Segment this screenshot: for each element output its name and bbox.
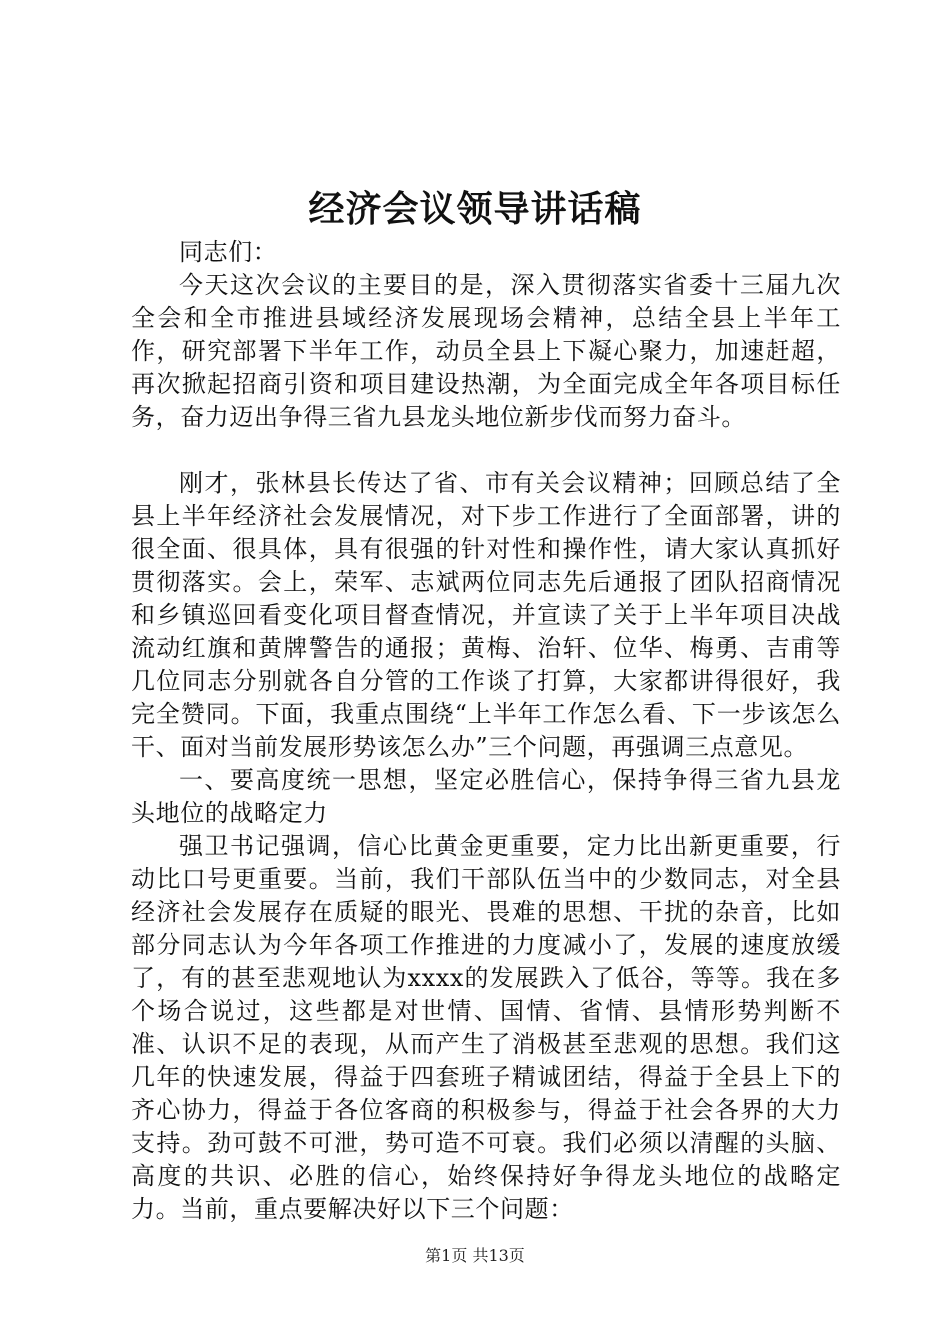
document-title: 经济会议领导讲话稿 (308, 188, 642, 230)
page-footer: 第1页 共13页 (425, 1246, 525, 1265)
section-heading-1: 一、要高度统一思想，坚定必胜信心，保持争得三省九县龙头地位的战略定力 (131, 766, 841, 827)
paragraph-2: 刚才，张林县长传达了省、市有关会议精神；回顾总结了全县上半年经济社会发展情况，对下步工作进行了全面部署，讲的很全面、很具体，具有很强的针对性和操作性，请大家认真抓好贯彻落实。会上，荣军、志斌两位同志先后通报了团队招商情况和乡镇巡回看变化项目督查情况，并宣读了关于上半年项目决战流动红旗和黄牌警告的通报；黄梅、治轩、位华、梅勇、吉甫等几位同志分别就各自分管的工作谈了打算，大家都讲得很好，我完全赞同。下面，我重点围绕“上半年工作怎么看、下一步该怎么干、面对当前发展形势该怎么办”三个问题，再强调三点意见。 (131, 469, 841, 761)
paragraph-1: 今天这次会议的主要目的是，深入贯彻落实省委十三届九次全会和全市推进县域经济发展现场会精神，总结全县上半年工作，研究部署下半年工作，动员全县上下凝心聚力，加速赶超，再次掀起招商引资和项目建设热潮，为全面完成全年各项目标任务，奋力迈出争得三省九县龙头地位新步伐而努力奋斗。 (131, 271, 841, 431)
document-body (131, 236, 841, 1226)
paragraph-3: 强卫书记强调，信心比黄金更重要，定力比出新更重要，行动比口号更重要。当前，我们干部队伍当中的少数同志，对全县经济社会发展存在质疑的眼光、畏难的思想、干扰的杂音，比如部分同志认为今年各项工作推进的力度减小了，发展的速度放缓了，有的甚至悲观地认为xxxx的发展跌入了低谷，等等。我在多个场合说过，这些都是对世情、国情、省情、县情形势判断不准、认识不足的表现，从而产生了消极甚至悲观的思想。我们这几年的快速发展，得益于四套班子精诚团结，得益于全县上下的齐心协力，得益于各位客商的积极参与，得益于社会各界的大力支持。劲可鼓不可泄，势可造不可衰。我们必须以清醒的头脑、高度的共识、必胜的信心，始终保持好争得龙头地位的战略定力。当前，重点要解决好以下三个问题： (131, 832, 841, 1223)
salutation: 同志们： (179, 238, 278, 266)
paragraph-spacer (131, 434, 841, 467)
